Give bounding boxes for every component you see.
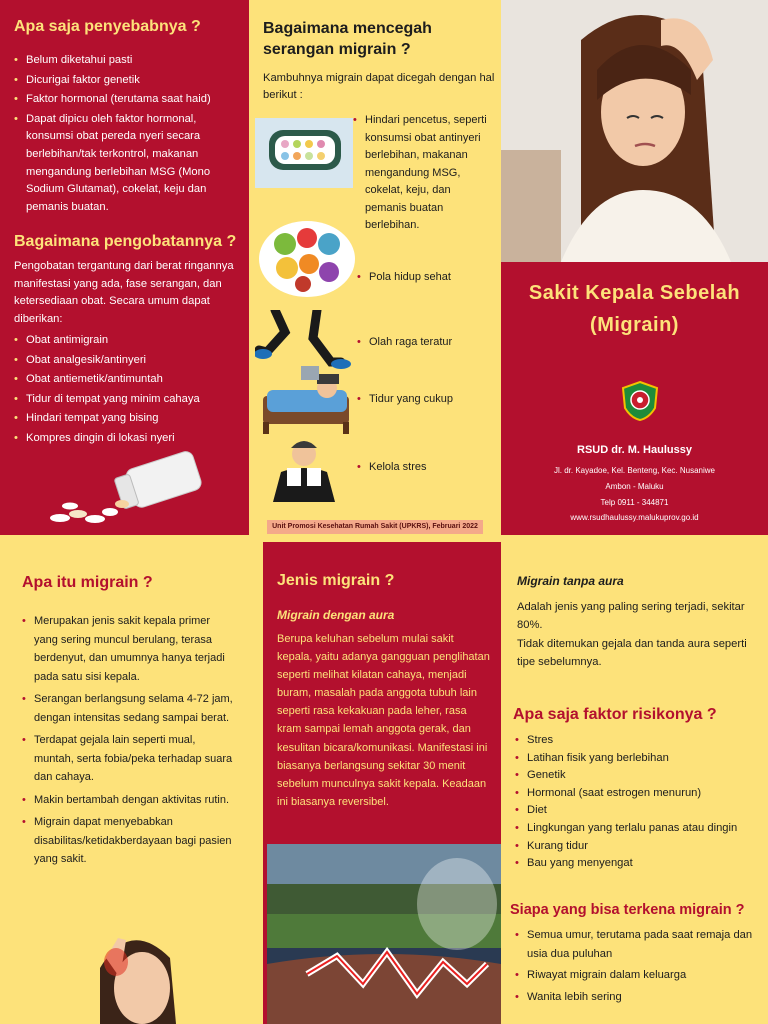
list-item: • Latihan fisik yang berlebihan	[515, 750, 767, 768]
panel-prevention	[249, 0, 501, 535]
treatment-title: Bagaimana pengobatannya ?	[14, 233, 237, 250]
types-title: Jenis migrain ?	[277, 572, 395, 589]
list-item: • Obat antiemetik/antimuntah	[14, 371, 236, 389]
aura-subtitle: Migrain dengan aura	[277, 608, 395, 622]
panel-cover	[501, 262, 768, 535]
list-item: • Pola hidup sehat	[357, 268, 497, 286]
pill-organizer-icon	[255, 118, 353, 188]
what-is-list	[22, 612, 234, 871]
fold-divider	[0, 535, 768, 542]
causes-title: Apa saja penyebabnya ?	[14, 18, 201, 35]
list-item: • Diet	[515, 802, 767, 820]
list-item: • Migrain dapat menyebabkan disabilitas/ketidakberdayaan bagi pasien yang sakit.	[22, 813, 234, 869]
list-item: • Kelola stres	[357, 458, 497, 476]
footer-credit: Unit Promosi Kesehatan Rumah Sakit (UPKRS), Februari 2022	[267, 520, 483, 534]
hospital-logo	[619, 380, 661, 422]
list-item: • Belum diketahui pasti	[14, 52, 236, 70]
panel-causes-treatment	[0, 0, 249, 535]
prevention-intro: Kambuhnya migrain dapat dicegah dengan hal berikut :	[263, 72, 495, 101]
list-item: • Tidur yang cukup	[357, 390, 497, 408]
list-item: • Semua umur, terutama pada saat remaja dan usia dua puluhan	[515, 926, 763, 963]
prevention-item-4	[357, 390, 497, 410]
pill-bottle-icon	[40, 446, 210, 531]
prevention-item-2	[357, 268, 497, 288]
hospital-website: www.rsudhaulussy.malukuprov.go.id	[570, 513, 699, 522]
prevention-title: Bagaimana mencegah serangan migrain ?	[263, 20, 432, 58]
sleeping-person-icon	[257, 366, 357, 438]
list-item: • Makin bertambah dengan aktivitas rutin.	[22, 791, 234, 810]
treatment-intro: Pengobatan tergantung dari berat ringannya manifestasi yang ada, fase serangan, dan ketersediaan obat. Secara umum dapat diberikan:	[14, 260, 234, 325]
prevention-item-1	[353, 112, 495, 237]
list-item: • Bau yang menyengat	[515, 855, 767, 873]
list-item: • Serangan berlangsung selama 4-72 jam, dengan intensitas sedang sampai berat.	[22, 690, 234, 727]
list-item: • Obat analgesik/antinyeri	[14, 352, 236, 370]
list-item: • Lingkungan yang terlalu panas atau dingin	[515, 820, 767, 838]
prevention-item-3	[357, 333, 497, 353]
list-item: • Hormonal (saat estrogen menurun)	[515, 785, 767, 803]
list-item: • Obat antimigrain	[14, 332, 236, 350]
treatment-list	[14, 332, 236, 450]
list-item: • Kompres dingin di lokasi nyeri	[14, 430, 236, 448]
panel-migraine-types	[263, 542, 501, 1024]
list-item: • Dapat dipicu oleh faktor hormonal, konsumsi obat pereda nyeri secara berlebihan/tak terkontrol, makanan mengandung berlebihan MSG (Mono Sodium Glutamat), cokelat, keju dan pemanis buatan.	[14, 111, 236, 217]
hospital-name: RSUD dr. M. Haulussy	[577, 444, 692, 456]
healthy-food-bowl-icon	[257, 218, 357, 300]
running-legs-icon	[255, 310, 355, 372]
list-item: • Dicurigai faktor genetik	[14, 72, 236, 90]
list-item: • Hindari pencetus, seperti konsumsi obat antinyeri berlebihan, makanan mengandung MSG, cokelat, keju, dan pemanis buatan berlebihan.	[353, 112, 495, 235]
causes-list	[14, 52, 236, 218]
woman-headache-photo	[501, 0, 768, 262]
list-item: • Kurang tidur	[515, 838, 767, 856]
prevention-item-5	[357, 458, 497, 478]
aura-vision-photo	[267, 844, 501, 1024]
list-item: • Olah raga teratur	[357, 333, 497, 351]
list-item: • Wanita lebih sering	[515, 988, 763, 1007]
hospital-address1: Jl. dr. Kayadoe, Kel. Benteng, Kec. Nusaniwe	[554, 466, 715, 475]
who-list	[515, 926, 763, 1008]
list-item: • Faktor hormonal (terutama saat haid)	[14, 91, 236, 109]
hospital-address2: Ambon - Maluku	[605, 482, 664, 491]
who-title: Siapa yang bisa terkena migrain ?	[510, 902, 745, 918]
risk-title: Apa saja faktor risikonya ?	[513, 706, 717, 723]
stressed-person-icon	[271, 438, 337, 502]
list-item: • Terdapat gejala lain seperti mual, muntah, serta fobia/peka terhadap suara dan cahaya.	[22, 731, 234, 787]
panel-what-is-migraine	[0, 542, 263, 1024]
no-aura-subtitle: Migrain tanpa aura	[517, 574, 624, 588]
woman-headache-image	[501, 0, 768, 262]
hospital-phone: Telp 0911 - 344871	[600, 498, 669, 507]
list-item: • Riwayat migrain dalam keluarga	[515, 966, 763, 985]
list-item: • Tidur di tempat yang minim cahaya	[14, 391, 236, 409]
aura-description: Berupa keluhan sebelum mulai sakit kepala, yaitu adanya gangguan penglihatan seperti melihat kilatan cahaya, menjadi buram, masalah pada anggota tubuh lain seperti rasa kekakuan pada leher, rasa kram sampai lemah anggota gerak, dan kesulitan bicara/komunikasi. Manifestasi ini biasanya berlangsung sekitar 30 menit sebelum munculnya sakit kepala. Keadaan ini biasanya reversibel.	[277, 633, 490, 808]
list-item: • Stres	[515, 732, 767, 750]
no-aura-body2: Tidak ditemukan gejala dan tanda aura seperti tipe sebelumnya.	[517, 638, 747, 668]
list-item: • Merupakan jenis sakit kepala primer yang sering muncul berulang, terasa berdenyut, dan umumnya hanya terjadi pada satu sisi kepala.	[22, 612, 234, 686]
cover-title-line1: Sakit Kepala Sebelah	[528, 282, 741, 304]
no-aura-body1: Adalah jenis yang paling sering terjadi, sekitar 80%.	[517, 601, 745, 631]
list-item: • Hindari tempat yang bising	[14, 410, 236, 428]
headache-woman-illustration	[80, 918, 190, 1024]
risk-list	[515, 732, 767, 873]
list-item: • Genetik	[515, 767, 767, 785]
what-is-title: Apa itu migrain ?	[22, 574, 153, 591]
panel-risk-factors	[501, 542, 768, 1024]
cover-title-line2: (Migrain)	[590, 314, 679, 336]
